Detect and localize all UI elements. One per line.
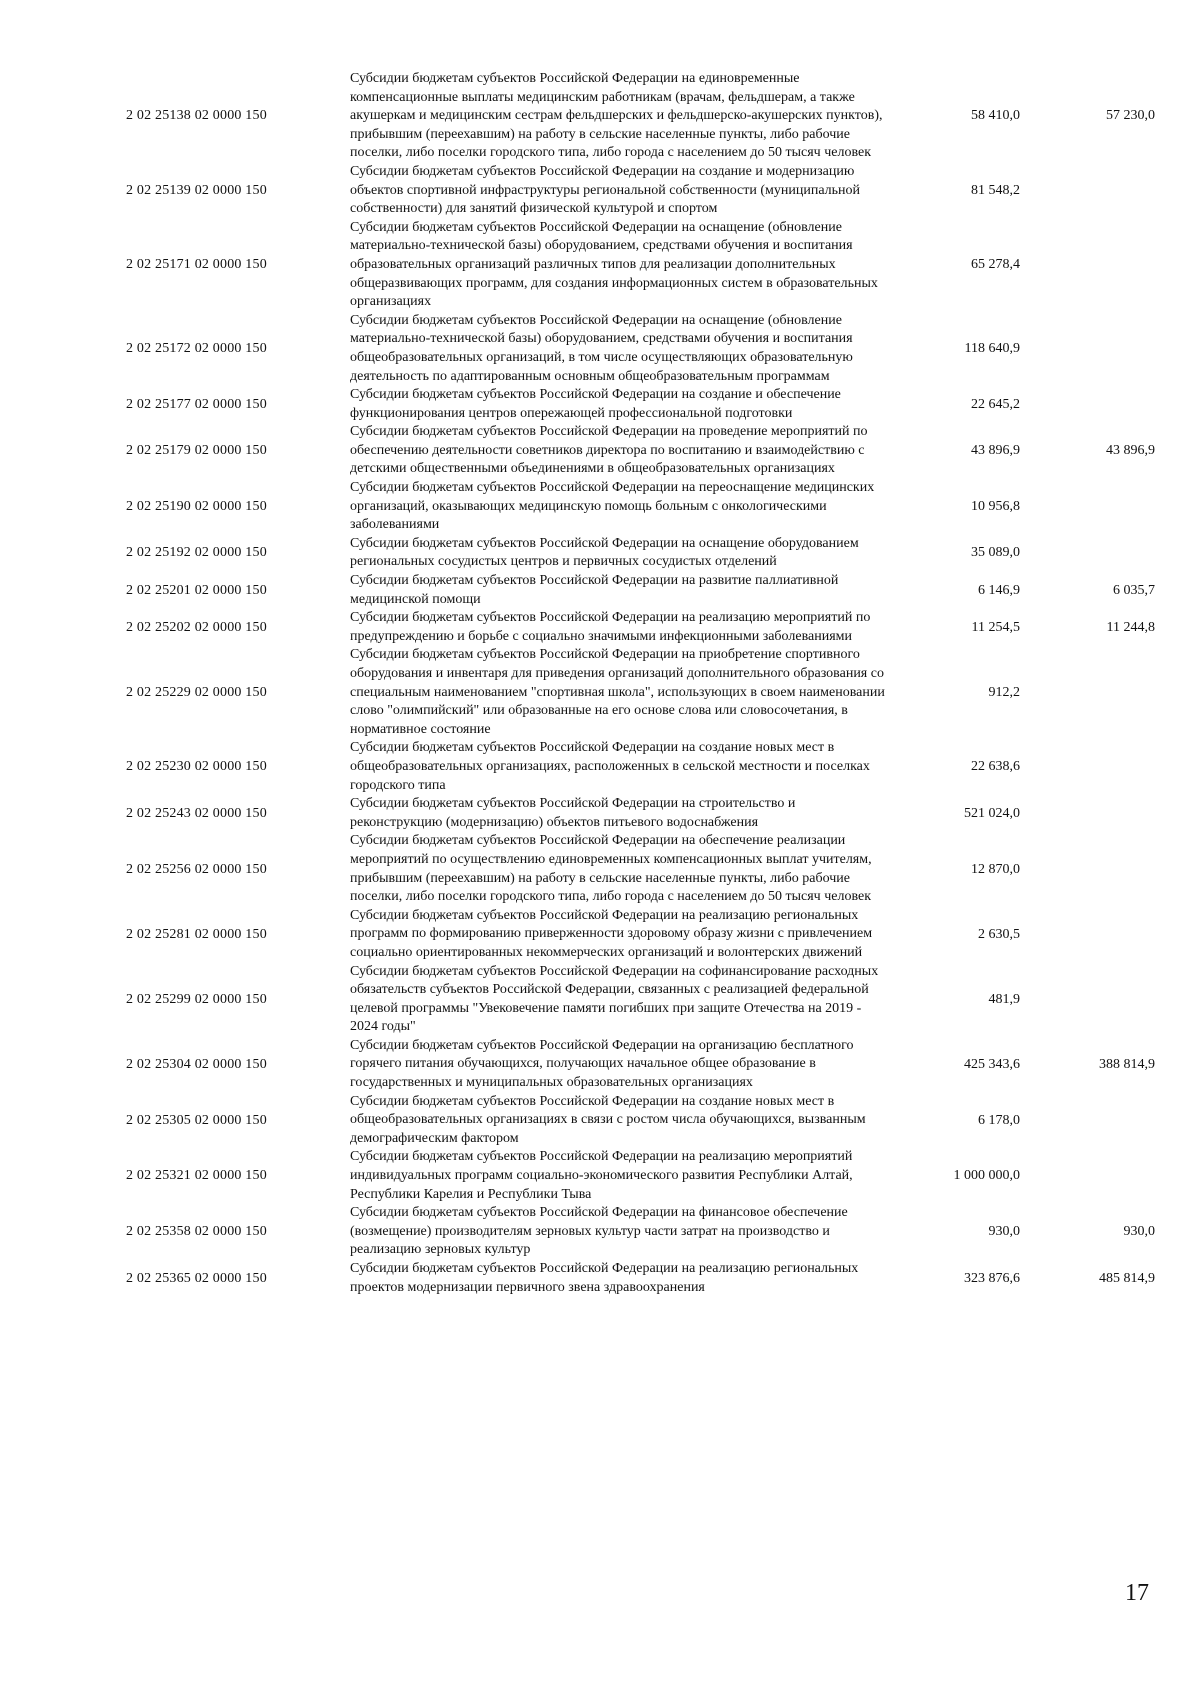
row-description: Субсидии бюджетам субъектов Российской Федерации на переоснащение медицинских организаций, оказывающих медицинскую помощь больным с онкологическими заболеваниями	[350, 480, 875, 533]
table-row	[0, 739, 1200, 795]
page-number: 17	[1125, 1580, 1149, 1606]
amount-column-1: 58 410,0	[971, 108, 1020, 124]
table-row	[0, 1204, 1200, 1260]
budget-code: 2 02 25177 02 0000 150	[126, 396, 267, 412]
amount-column-1: 22 645,2	[971, 396, 1020, 412]
amount-column-1: 930,0	[988, 1224, 1020, 1240]
amount-column-2: 11 244,8	[1106, 619, 1155, 635]
table-row	[0, 479, 1200, 535]
row-description: Субсидии бюджетам субъектов Российской Федерации на оснащение оборудованием региональных сосудистых центров и первичных сосудистых отделений	[350, 535, 859, 570]
row-description: Субсидии бюджетам субъектов Российской Федерации на оснащение (обновление материально-технической базы) оборудованием, средствами обучения и воспитания образовательных организаций различных типов для реализации дополнительных общеразвивающих программ, для создания информационных систем в образовательных организациях	[350, 219, 878, 310]
budget-code: 2 02 25192 02 0000 150	[126, 545, 267, 561]
row-description: Субсидии бюджетам субъектов Российской Федерации на приобретение спортивного оборудования и инвентаря для приведения организаций дополнительного образования со специальным наименованием "спортивная школа", использующих в своем наименовании слово "олимпийский" или образованные на его основе слова или словосочетания, в нормативное состояние	[350, 647, 885, 737]
amount-column-2: 57 230,0	[1106, 108, 1155, 124]
amount-column-2: 388 814,9	[1099, 1056, 1155, 1072]
amount-column-2: 43 896,9	[1106, 443, 1155, 459]
row-description: Субсидии бюджетам субъектов Российской Федерации на оснащение (обновление материально-технической базы) оборудованием, средствами обучения и воспитания общеобразовательных организаций, в том числе осуществляющих образовательную деятельность по адаптированным основным общеобразовательным программам	[350, 312, 853, 384]
budget-table	[0, 70, 1200, 1297]
budget-code: 2 02 25305 02 0000 150	[126, 1112, 267, 1128]
table-row	[0, 1148, 1200, 1204]
amount-column-1: 35 089,0	[971, 545, 1020, 561]
budget-code: 2 02 25365 02 0000 150	[126, 1270, 267, 1286]
table-row	[0, 1093, 1200, 1149]
amount-column-1: 6 178,0	[978, 1112, 1020, 1128]
table-row	[0, 163, 1200, 219]
row-description: Субсидии бюджетам субъектов Российской Федерации на организацию бесплатного горячего питания обучающихся, получающих начальное общее образование в государственных и муниципальных образовательных организациях	[350, 1037, 854, 1091]
row-description: Субсидии бюджетам субъектов Российской Федерации на реализацию региональных проектов модернизации первичного звена здравоохранения	[350, 1261, 859, 1295]
budget-code: 2 02 25138 02 0000 150	[126, 108, 267, 124]
row-description: Субсидии бюджетам субъектов Российской Федерации на реализацию региональных программ по формированию приверженности здоровому образу жизни с привлечением социально ориентированных некоммерческих организаций и волонтерских движений	[350, 907, 873, 960]
amount-column-1: 12 870,0	[971, 861, 1020, 877]
row-description: Субсидии бюджетам субъектов Российской Федерации на развитие паллиативной медицинской помощи	[350, 573, 839, 607]
budget-code: 2 02 25243 02 0000 150	[126, 805, 267, 821]
row-description: Субсидии бюджетам субъектов Российской Федерации на единовременные компенсационные выплаты медицинским работникам (врачам, фельдшерам, а также акушеркам и медицинским сестрам фельдшерских и фельдшерско-акушерских пунктов), прибывшим (переехавшим) на работу в сельские населенные пункты, либо рабочие поселки, либо поселки городского типа, либо города с населением до 50 тысяч человек	[350, 71, 883, 161]
table-row	[0, 609, 1200, 646]
row-description: Субсидии бюджетам субъектов Российской Федерации на обеспечение реализации мероприятий по осуществлению единовременных компенсационных выплат учителям, прибывшим (переехавшим) на работу в сельские населенные пункты, либо рабочие поселки, либо поселки городского типа, либо города с населением до 50 тысяч человек	[350, 833, 872, 905]
amount-column-1: 11 254,5	[971, 619, 1020, 635]
amount-column-1: 425 343,6	[964, 1056, 1020, 1072]
budget-code: 2 02 25201 02 0000 150	[126, 582, 267, 598]
table-row	[0, 219, 1200, 312]
budget-code: 2 02 25281 02 0000 150	[126, 926, 267, 942]
table-row	[0, 572, 1200, 609]
budget-code: 2 02 25321 02 0000 150	[126, 1168, 267, 1184]
table-row	[0, 646, 1200, 739]
amount-column-1: 22 638,6	[971, 759, 1020, 775]
amount-column-2: 485 814,9	[1099, 1270, 1155, 1286]
budget-code: 2 02 25358 02 0000 150	[126, 1224, 267, 1240]
amount-column-1: 6 146,9	[978, 582, 1020, 598]
row-description: Субсидии бюджетам субъектов Российской Федерации на создание новых мест в общеобразовательных организациях в связи с ростом числа обучающихся, вызванным демографическим фактором	[350, 1093, 866, 1146]
amount-column-1: 43 896,9	[971, 443, 1020, 459]
amount-column-1: 1 000 000,0	[953, 1168, 1020, 1184]
table-row	[0, 907, 1200, 963]
budget-code: 2 02 25304 02 0000 150	[126, 1056, 267, 1072]
amount-column-2: 930,0	[1123, 1224, 1155, 1240]
row-description: Субсидии бюджетам субъектов Российской Федерации на реализацию мероприятий индивидуальных программ социально-экономического развития Республики Алтай, Республики Карелия и Республики Тыва	[350, 1149, 853, 1202]
table-row	[0, 1260, 1200, 1297]
budget-code: 2 02 25171 02 0000 150	[126, 257, 267, 273]
amount-column-1: 521 024,0	[964, 805, 1020, 821]
table-row	[0, 1037, 1200, 1093]
budget-code: 2 02 25179 02 0000 150	[126, 443, 267, 459]
budget-code: 2 02 25229 02 0000 150	[126, 684, 267, 700]
amount-column-1: 118 640,9	[964, 340, 1020, 356]
table-row	[0, 963, 1200, 1037]
amount-column-1: 65 278,4	[971, 257, 1020, 273]
amount-column-1: 2 630,5	[978, 926, 1020, 942]
row-description: Субсидии бюджетам субъектов Российской Федерации на финансовое обеспечение (возмещение) производителям зерновых культур части затрат на производство и реализацию зерновых культур	[350, 1205, 848, 1258]
table-row	[0, 832, 1200, 906]
table-row	[0, 535, 1200, 572]
amount-column-1: 81 548,2	[971, 182, 1020, 198]
budget-code: 2 02 25172 02 0000 150	[126, 340, 267, 356]
table-row	[0, 423, 1200, 479]
budget-code: 2 02 25256 02 0000 150	[126, 861, 267, 877]
budget-code: 2 02 25190 02 0000 150	[126, 498, 267, 514]
table-row	[0, 386, 1200, 423]
amount-column-2: 6 035,7	[1113, 582, 1155, 598]
budget-code: 2 02 25230 02 0000 150	[126, 759, 267, 775]
amount-column-1: 481,9	[988, 991, 1020, 1007]
amount-column-1: 912,2	[988, 684, 1020, 700]
row-description: Субсидии бюджетам субъектов Российской Федерации на создание новых мест в общеобразовательных организациях, расположенных в сельской местности и поселках городского типа	[350, 740, 870, 793]
amount-column-1: 10 956,8	[971, 498, 1020, 514]
row-description: Субсидии бюджетам субъектов Российской Федерации на софинансирование расходных обязательств субъектов Российской Федерации, связанных с реализацией федеральной целевой программы "Увековечение памяти погибших при защите Отечества на 2019 - 2024 годы"	[350, 963, 879, 1035]
row-description: Субсидии бюджетам субъектов Российской Федерации на создание и обеспечение функционирования центров опережающей профессиональной подготовки	[350, 387, 841, 421]
row-description: Субсидии бюджетам субъектов Российской Федерации на реализацию мероприятий по предупреждению и борьбе с социально значимыми инфекционными заболеваниями	[350, 610, 871, 644]
table-row	[0, 70, 1200, 163]
amount-column-1: 323 876,6	[964, 1270, 1020, 1286]
row-description: Субсидии бюджетам субъектов Российской Федерации на проведение мероприятий по обеспечению деятельности советников директора по воспитанию и взаимодействию с детскими общественными объединениями в общеобразовательных организациях	[350, 424, 868, 477]
budget-code: 2 02 25202 02 0000 150	[126, 619, 267, 635]
row-description: Субсидии бюджетам субъектов Российской Федерации на строительство и реконструкцию (модернизацию) объектов питьевого водоснабжения	[350, 796, 796, 830]
table-row	[0, 795, 1200, 832]
table-row	[0, 312, 1200, 386]
budget-code: 2 02 25299 02 0000 150	[126, 991, 267, 1007]
row-description: Субсидии бюджетам субъектов Российской Федерации на создание и модернизацию объектов спортивной инфраструктуры региональной собственности (муниципальной собственности) для занятий физической культурой и спортом	[350, 163, 861, 217]
budget-code: 2 02 25139 02 0000 150	[126, 182, 267, 198]
